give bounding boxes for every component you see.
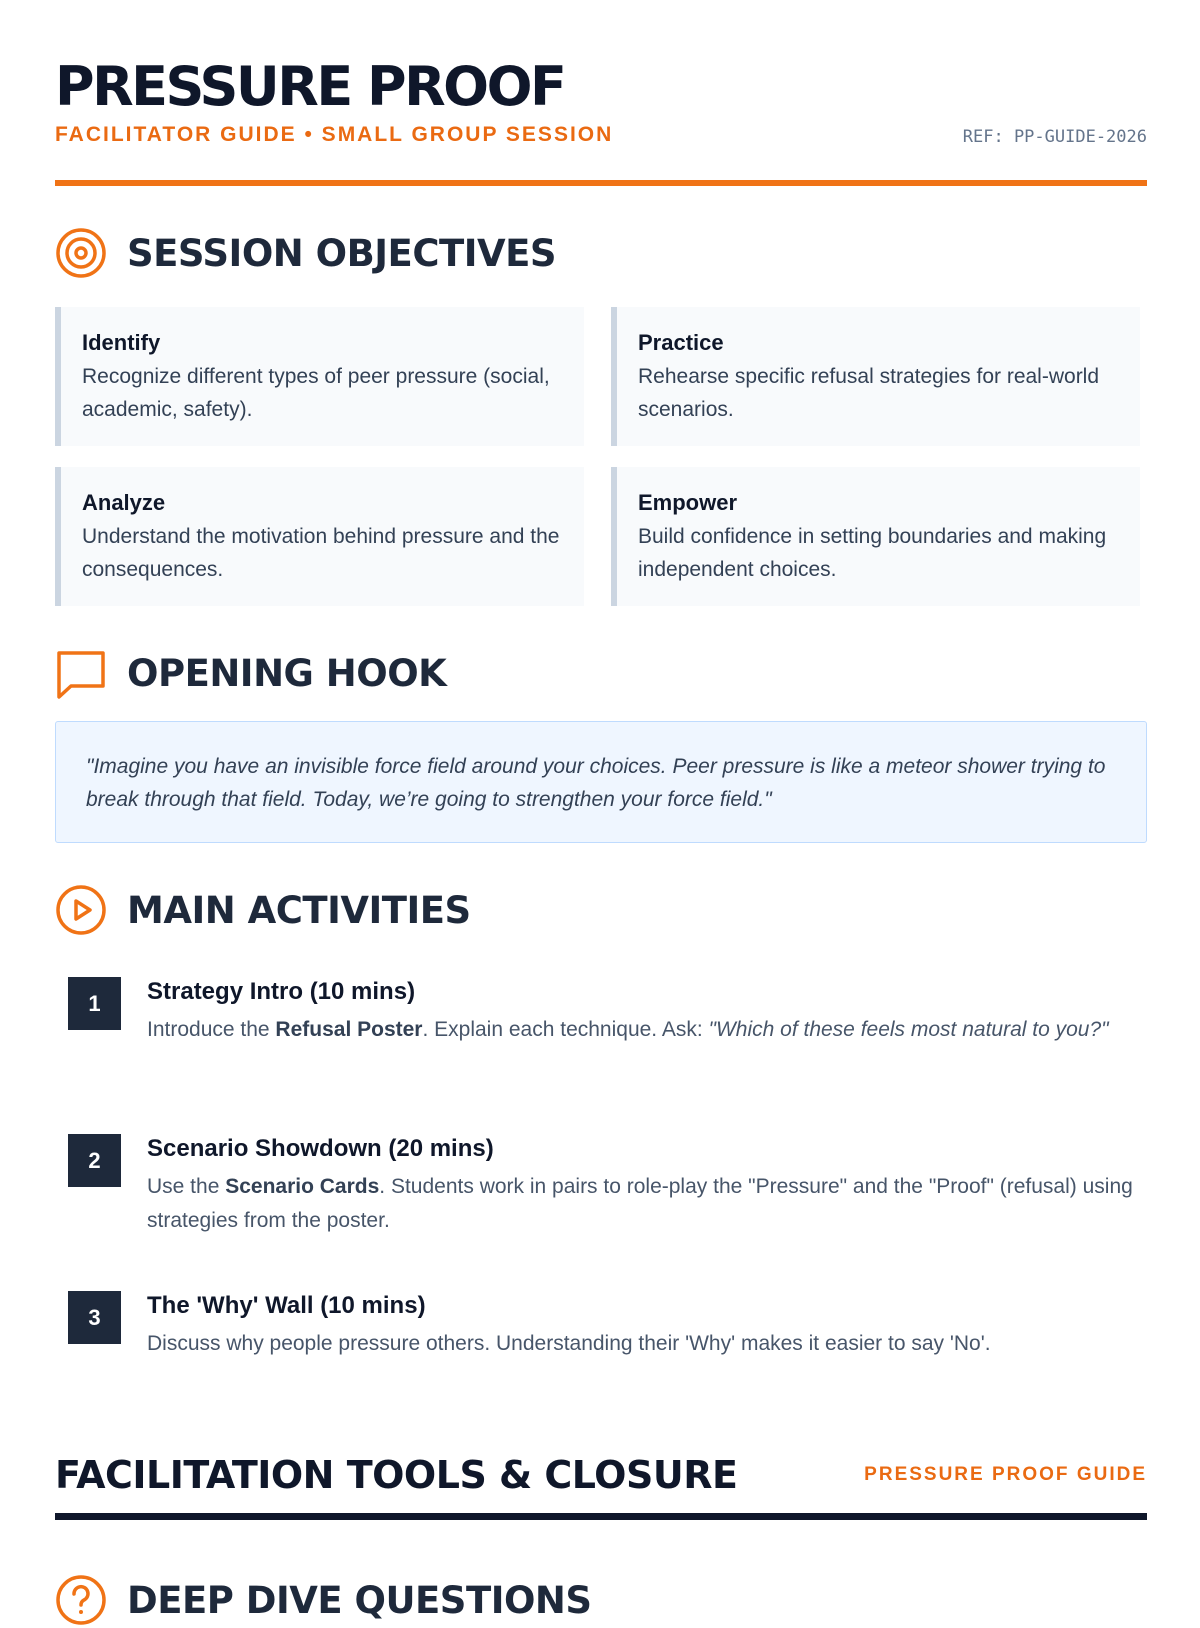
description-question: "Which of these feels most natural to you?" (708, 1018, 1109, 1041)
document-header (55, 56, 1147, 187)
description-bold: Refusal Poster (275, 1018, 423, 1041)
activities-title: MAIN ACTIVITIES (127, 888, 471, 932)
objective-card-practice (611, 307, 1140, 446)
description-text: Discuss why people pressure others. Understanding their 'Why' makes it easier to say 'No'. (147, 1332, 991, 1355)
speech-bubble-icon (55, 647, 107, 699)
reference-code: REF: PP-GUIDE-2026 (962, 127, 1147, 147)
closure-title: FACILITATION TOOLS & CLOSURE (55, 1453, 738, 1497)
description-bold: Scenario Cards (225, 1175, 380, 1198)
hook-quote: "Imagine you have an invisible force field around your choices. Peer pressure is like a meteor shower trying to break through that field. Today, we’re going to strengthen your force field." (86, 755, 1106, 811)
activity-number: 3 (68, 1291, 121, 1344)
questions-title: DEEP DIVE QUESTIONS (127, 1578, 592, 1622)
activity-title: Strategy Intro (10 mins) (147, 978, 416, 1005)
objective-title: Empower (638, 490, 738, 515)
objective-text: Recognize different types of peer pressure (social, academic, safety). (82, 365, 550, 421)
description-text: . Students work in pairs to role-play the "Pressure" and the "Proof" (refusal) using strategies from the poster. (147, 1175, 1133, 1232)
closure-tag: PRESSURE PROOF GUIDE (864, 1464, 1147, 1485)
description-text: Introduce the (147, 1018, 276, 1041)
objective-text: Rehearse specific refusal strategies for real-world scenarios. (638, 365, 1100, 421)
description-text: . Explain each technique. Ask: (422, 1018, 709, 1041)
objective-card-analyze (55, 467, 584, 606)
objective-text: Understand the motivation behind pressure and the consequences. (82, 525, 560, 581)
objective-title: Analyze (82, 490, 166, 515)
questions-heading (55, 1572, 592, 1628)
activity-title: Scenario Showdown (20 mins) (147, 1135, 494, 1162)
document-subtitle: FACILITATOR GUIDE • SMALL GROUP SESSION (55, 123, 614, 146)
objective-card-identify (55, 307, 584, 446)
activity-description (147, 1013, 1147, 1047)
hook-heading (55, 645, 446, 701)
activity-title: The 'Why' Wall (10 mins) (147, 1292, 426, 1319)
activities-heading (55, 882, 471, 938)
objectives-heading (55, 225, 556, 281)
activity-number: 1 (68, 977, 121, 1030)
target-icon (55, 227, 107, 279)
description-text: Use the (147, 1175, 226, 1198)
document-title: PRESSURE PROOF (55, 55, 565, 118)
activity-number: 2 (68, 1134, 121, 1187)
objective-title: Practice (638, 330, 724, 355)
objective-card-empower (611, 467, 1140, 606)
objectives-title: SESSION OBJECTIVES (127, 231, 557, 275)
hook-quote-box (55, 721, 1147, 843)
activity-description (147, 1327, 1147, 1361)
hook-title: OPENING HOOK (127, 651, 447, 695)
question-icon (55, 1574, 107, 1626)
objective-title: Identify (82, 330, 161, 355)
play-icon (55, 884, 107, 936)
header-divider (55, 180, 1147, 186)
activity-description (147, 1170, 1147, 1238)
closure-divider (55, 1513, 1147, 1520)
objective-text: Build confidence in setting boundaries and making independent choices. (638, 525, 1107, 581)
